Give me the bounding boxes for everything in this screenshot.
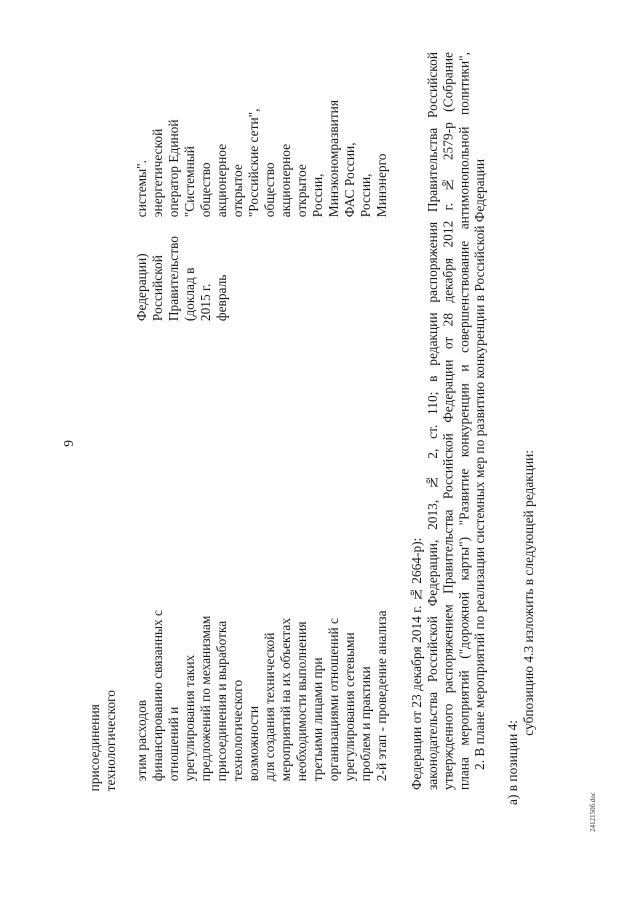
responsible-line: "Системный	[182, 146, 197, 218]
responsible-line: открытое	[230, 164, 245, 218]
deadline-line: Российской	[150, 255, 165, 322]
deadline-line: Федерации)	[134, 253, 149, 322]
description-line: урегулирования сетевыми	[342, 632, 357, 782]
responsible-line: общество	[262, 162, 277, 218]
responsible-line: Минэнерго	[374, 153, 389, 218]
description-line: возможности	[246, 705, 261, 782]
row1-col1-line: технологического	[103, 690, 118, 792]
item-a: а) в позиции 4:	[505, 720, 520, 805]
description-line: для создания технической	[262, 632, 277, 782]
responsible-line: общество	[198, 162, 213, 218]
amendment-paragraph	[409, 52, 488, 790]
description-line: предложений по механизмам	[198, 615, 213, 782]
description-line: организациями отношений с	[326, 618, 341, 782]
description-line: технологического	[230, 679, 245, 782]
description-line: 2-й этап - проведение анализа	[374, 610, 389, 782]
page-number: 9	[61, 440, 76, 447]
sub-item: субпозицию 4.3 изложить в следующей редакции:	[521, 450, 536, 736]
row2-deadline	[134, 236, 230, 321]
responsible-line: Минэкономразвития	[326, 100, 341, 218]
responsible-line: акционерное	[214, 143, 229, 218]
description-line: присоединения и выработка	[214, 620, 229, 782]
description-line: необходимости выполнения	[294, 621, 309, 782]
responsible-line: системы".	[134, 160, 149, 218]
description-line: мероприятий на их объектах	[278, 617, 293, 782]
responsible-line: открытое	[294, 164, 309, 218]
description-line: третьими лицами при	[310, 657, 325, 782]
paragraph-line: Федерации от 23 декабря 2014 г. № 2664-р):	[409, 537, 424, 790]
row2-description	[134, 610, 390, 781]
responsible-line: ФАС России,	[342, 142, 357, 218]
description-line: финансированию связанных с	[150, 610, 165, 782]
row1-col1	[87, 690, 119, 791]
responsible-line: России,	[358, 173, 373, 218]
paragraph-line: законодательства Российской Федерации, 2013, № 2, ст. 110; в редакции распоряжения Правительства Российской	[424, 52, 440, 790]
description-line: этим расходов	[134, 699, 149, 782]
responsible-line: оператор Единой	[166, 119, 181, 218]
deadline-line: 2015 г.	[198, 283, 213, 322]
deadline-line: Правительство	[166, 236, 181, 322]
paragraph-line: утвержденного распоряжением Правительства Российской Федерации от 28 декабря 2012 г. № 2579-р (Собрание	[440, 52, 456, 790]
description-line: урегулирования таких	[182, 654, 197, 782]
responsible-line: акционерное	[278, 143, 293, 218]
description-line: проблем и практики	[358, 666, 373, 782]
row2-responsible	[134, 100, 390, 217]
row1-col1-line: присоединения	[87, 704, 102, 792]
deadline-line: февраль	[214, 274, 229, 322]
responsible-line: энергетической	[150, 128, 165, 218]
paragraph-line: 2. В плане мероприятий по реализации системных мер по развитию конкуренции в Российской Федерации	[472, 158, 488, 770]
footer-doc-code: 2412150б.doc	[589, 792, 597, 832]
paragraph-line: плана мероприятий ("дорожной карты") "Развитие конкуренции и совершенствование антимонопольной политики",	[456, 52, 472, 790]
responsible-line: "Российские сети",	[246, 108, 261, 218]
deadline-line: (доклад в	[182, 267, 197, 322]
description-line: отношений и	[166, 706, 181, 782]
responsible-line: России,	[310, 173, 325, 218]
